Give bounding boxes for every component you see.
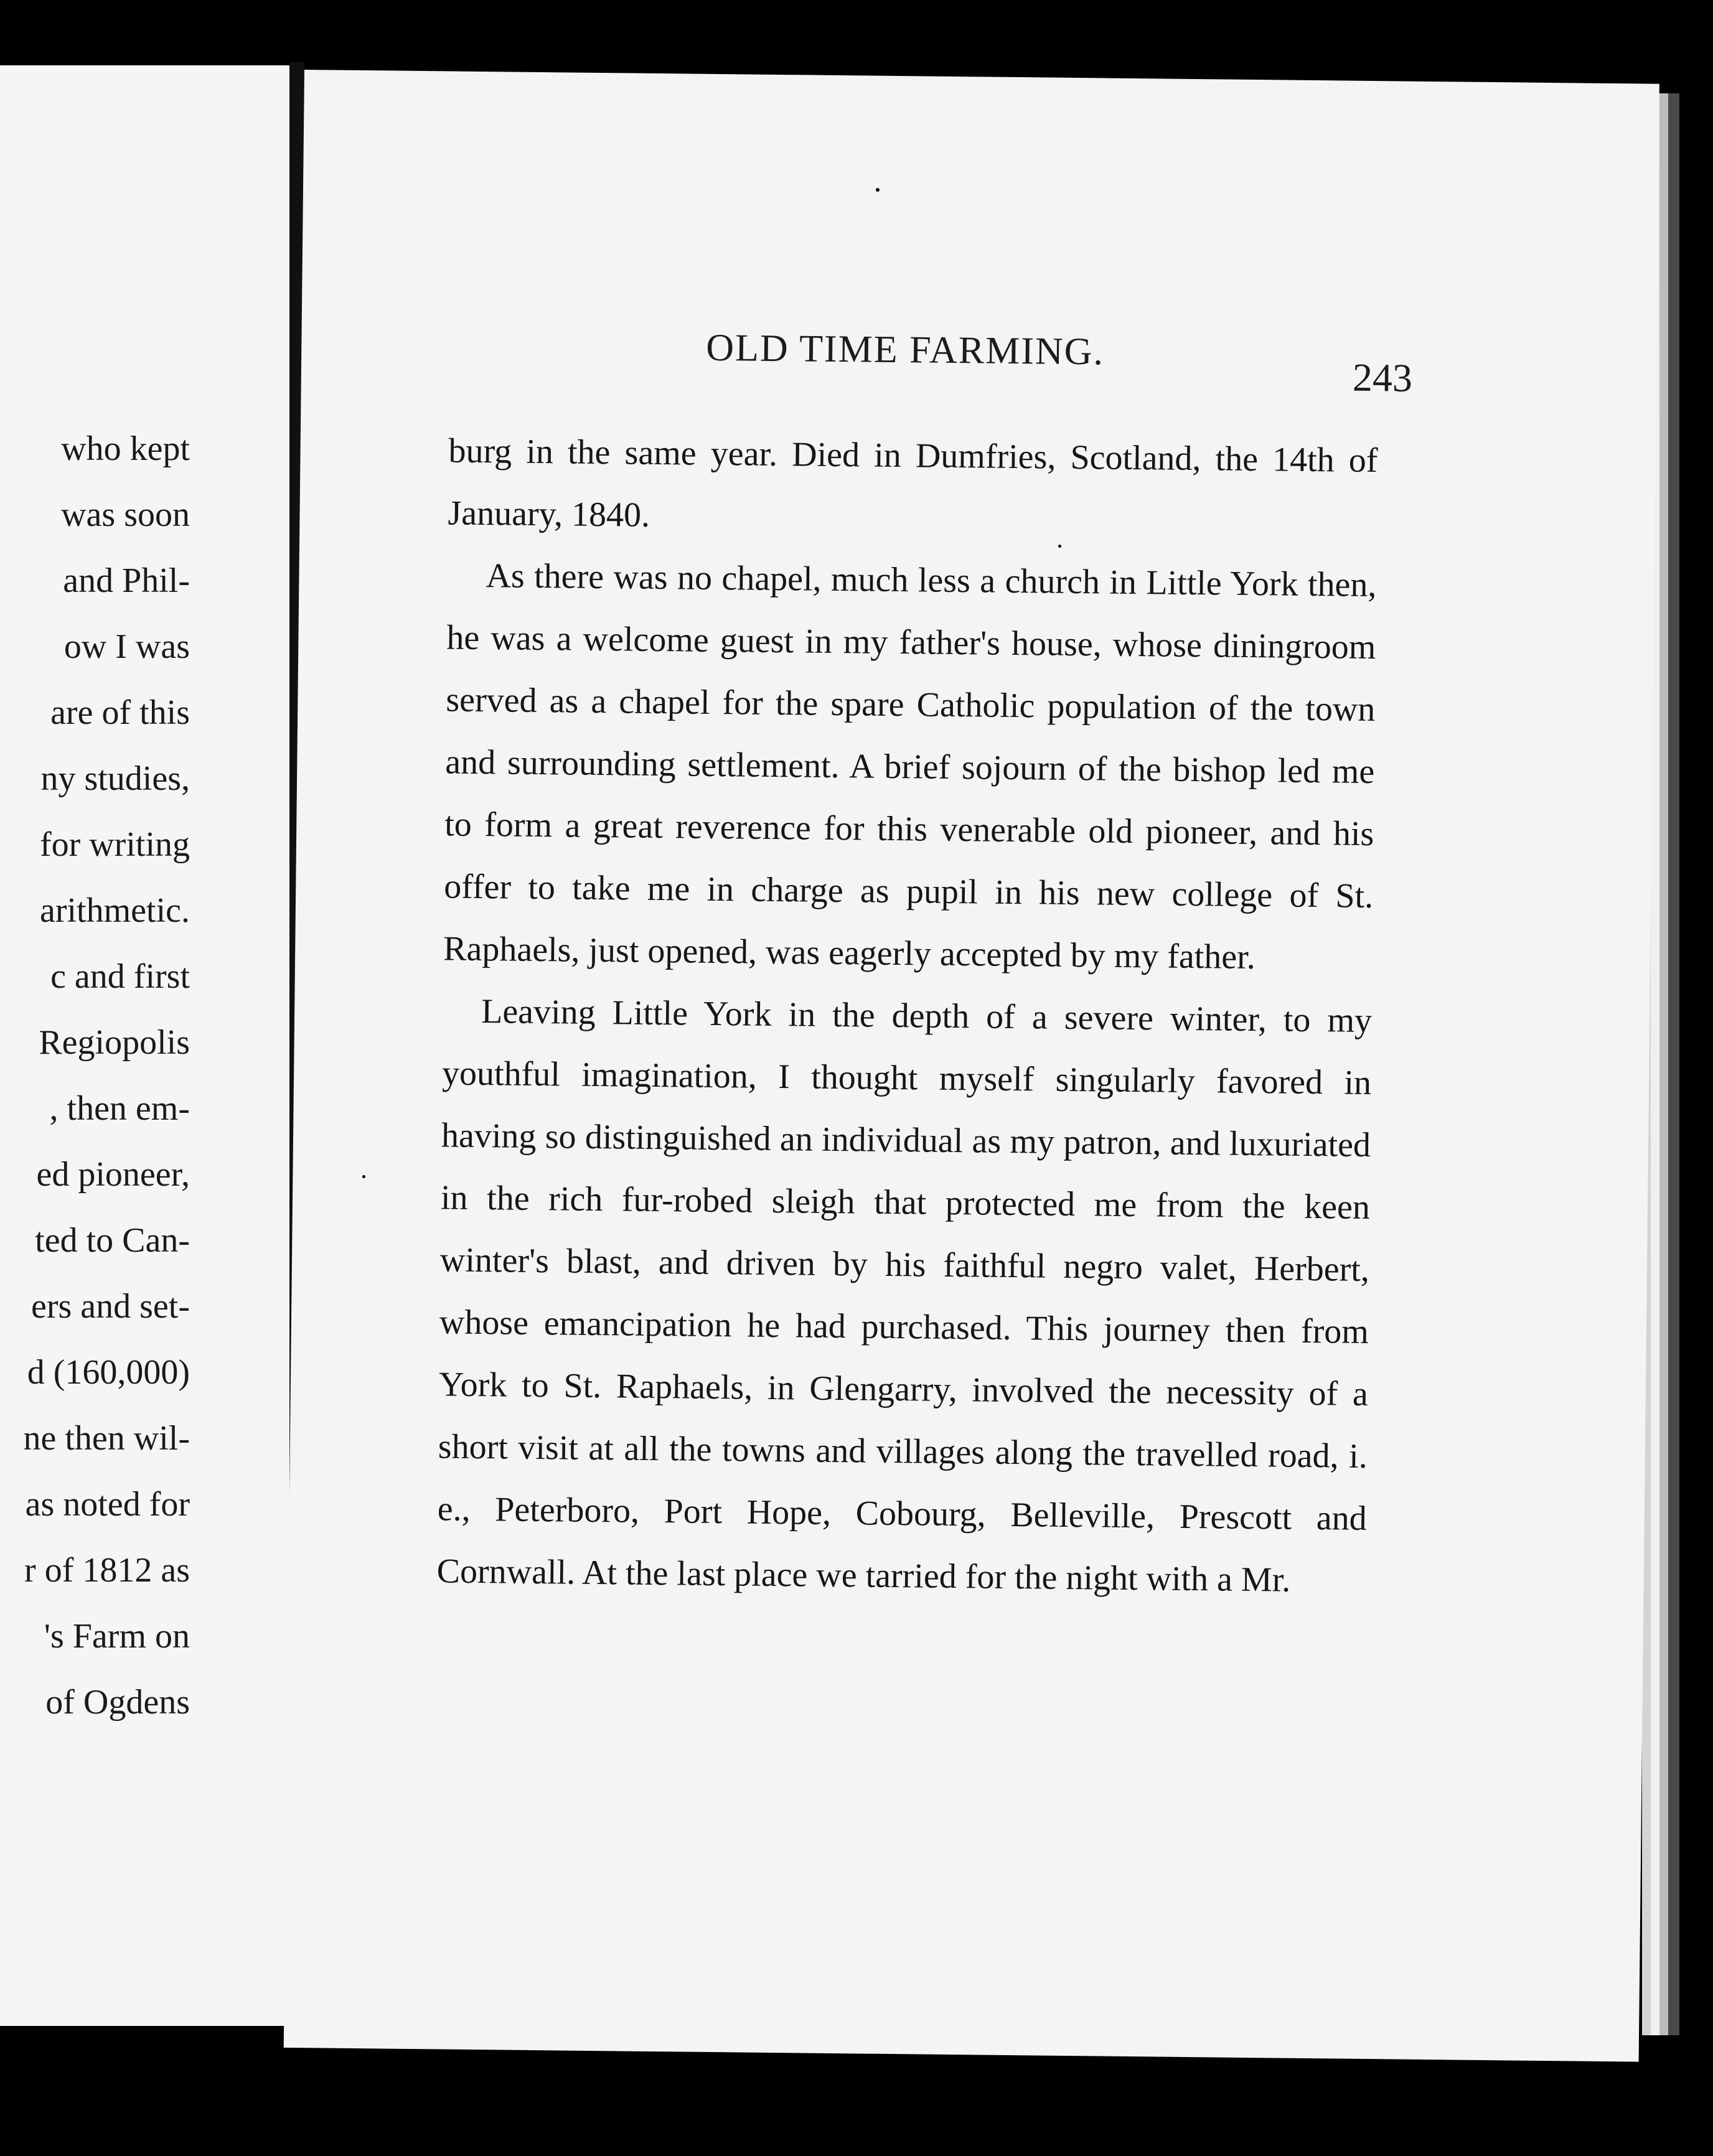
running-head: OLD TIME FARMING. — [706, 326, 1105, 373]
left-page-line: of Ogdens — [45, 1683, 190, 1722]
left-page-line: are of this — [50, 693, 190, 732]
left-page-line: as noted for — [25, 1485, 190, 1524]
left-page — [0, 65, 289, 2026]
left-page-line: who kept — [61, 429, 190, 468]
left-page-line: ed pioneer, — [36, 1155, 190, 1194]
left-page-line: was soon — [61, 495, 190, 534]
body-text — [436, 419, 1378, 1612]
page-number: 243 — [1352, 355, 1413, 400]
left-page-line: for writing — [39, 825, 190, 864]
dust-speck — [1058, 545, 1061, 548]
right-page — [284, 70, 1659, 2062]
page-edge — [1659, 93, 1668, 2035]
left-page-line: Regiopolis — [39, 1023, 190, 1062]
dust-speck — [876, 188, 880, 192]
left-page-line: ted to Can- — [35, 1221, 190, 1260]
left-page-line: ne then wil- — [23, 1419, 190, 1458]
left-page-line: 's Farm on — [44, 1617, 190, 1656]
left-page-line: and Phil- — [63, 561, 190, 600]
left-page-line: ow I was — [63, 627, 190, 666]
left-page-line: d (160,000) — [27, 1353, 190, 1392]
left-page-line: c and first — [50, 957, 190, 996]
paragraph: As there was no chapel, much less a church in Little York then, he was a welcome guest in my father's house, whose diningroom served as a chapel for the spare Catholic population of the town and surrounding settlement. A brief sojourn of the bishop led me to form a great reverence for this venerable old pioneer, and his offer to take me in charge as pupil in his new college of St. Raphaels, just opened, was eagerly accepted by my father. — [443, 556, 1377, 977]
page-edge — [1668, 93, 1679, 2035]
left-page-line: , then em- — [49, 1089, 190, 1128]
dust-speck — [362, 1175, 365, 1178]
paragraph: burg in the same year. Died in Dumfries, Scotland, the 14th of January, 1840. — [448, 431, 1378, 535]
left-page-line: arithmetic. — [39, 891, 190, 930]
left-page-line: ny studies, — [40, 759, 190, 798]
left-page-line: r of 1812 as — [24, 1551, 190, 1590]
left-page-line: ers and set- — [31, 1287, 190, 1326]
paragraph: Leaving Little York in the depth of a severe winter, to my youthful imagination, I thought myself singularly favored in having so distinguished an individual as my patron, and luxuriated in the rich fur-robed sleigh that protected me from the keen winter's blast, and driven by his faithful negro valet, Herbert, whose emancipation he had purchased. This journey then from York to St. Raphaels, in Glengarry, involved the necessity of a short visit at all the towns and villages along the travelled road, i. e., Peterboro, Port Hope, Cobourg, Belleville, Prescott and Cornwall. At the last place we tarried for the night with a Mr. — [436, 992, 1373, 1600]
